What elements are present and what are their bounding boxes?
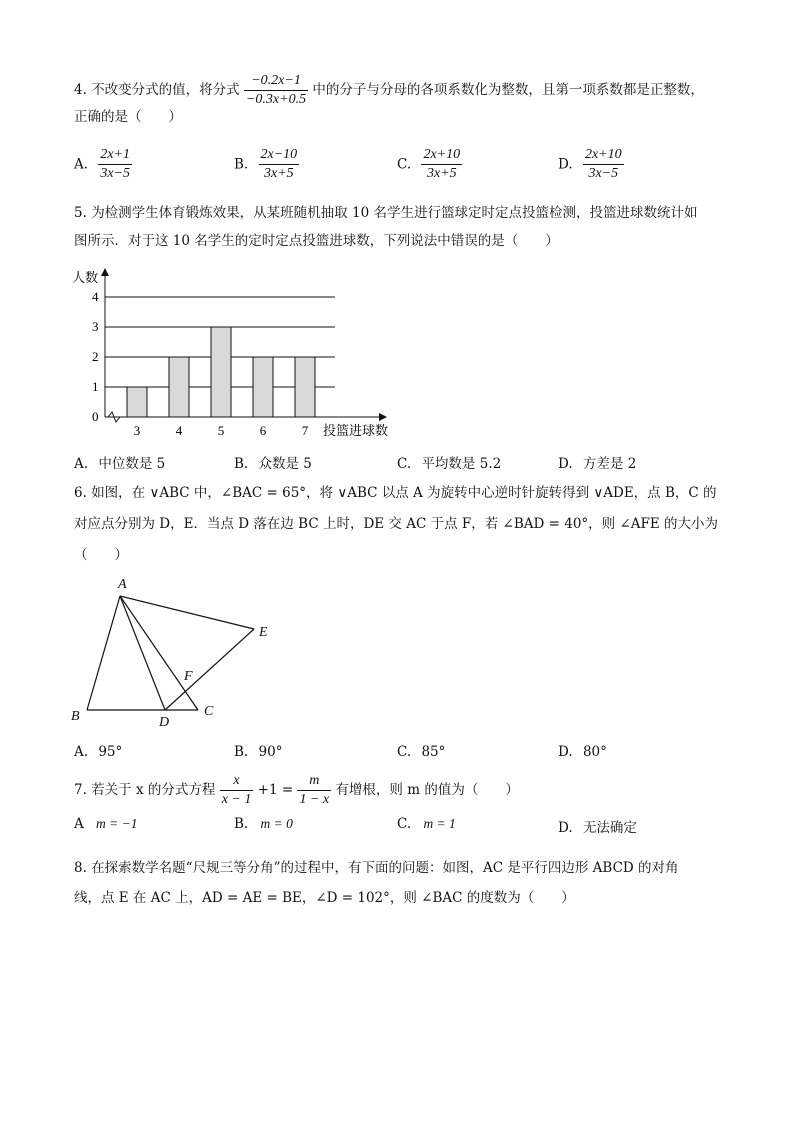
q4-option-a-frac [98,146,132,183]
q4-option-b-den: 3x+5 [264,166,294,181]
q5-x-label: 投篮进球数 [323,423,389,438]
q5-option-a-text: 中位数是 5 [98,456,166,472]
q4-option-b[interactable] [234,146,299,183]
q5-bar-4 [169,357,189,417]
q7-fraction-1 [220,772,254,809]
q6-number: 6. [74,485,87,501]
q7-option-d-label: D. [558,820,573,836]
q6-label-a: A [118,577,127,592]
q5-line2: 图所示．对于这 10 名学生的定时定点投篮进球数，下列说法中错误的是（ ） [74,233,559,249]
q5-bar-6 [253,357,273,417]
q6-option-c-label: C. [397,744,412,760]
q6-option-d-label: D. [558,744,573,760]
q4-line2: 正确的是（ ） [74,109,182,125]
q6-option-b-label: B. [234,744,249,760]
q5-line1 [74,202,697,224]
q5-option-b[interactable] [234,452,312,472]
q7-fraction-2 [297,772,331,809]
q5-number: 5. [74,205,87,221]
q6-segment-ab [87,596,120,710]
q7-option-b[interactable] [234,816,293,832]
q4-option-d[interactable] [558,146,624,183]
q6-label-d: D [159,715,170,730]
q5-xtick-4: 4 [175,423,183,438]
q5-ytick-2: 2 [92,349,99,364]
q6-option-a-label: A. [74,744,89,760]
q8-line1-text: 在探索数学名题“尺规三等分角”的过程中，有下面的问题：如图，AC 是平行四边形 ABCD 的对角 [91,860,679,876]
q7-fraction-1-den: x − 1 [221,792,252,807]
q6-option-c-text: 85° [421,744,446,760]
q5-bar-chart [70,262,410,442]
q4-text-pre: 不改变分式的值，将分式 [91,82,240,98]
q4-option-d-den: 3x−5 [588,166,619,181]
q6-line1-text: 如图，在 ∨ABC 中，∠BAC = 65°，将 ∨ABC 以点 A 为旋转中心逆时针旋转得到 ∨ADE，点 B，C 的 [91,485,717,501]
q6-segment-ad [120,596,165,710]
q6-option-d[interactable] [558,744,607,760]
q6-triangle-figure [66,570,286,730]
q5-xtick-7: 7 [301,423,309,438]
q4-option-a[interactable] [74,146,132,183]
q4-fraction-num: −0.2x−1 [244,72,308,91]
q6-segment-de [165,629,254,710]
q5-option-d[interactable] [558,452,636,472]
q5-ytick-1: 1 [92,379,99,394]
q5-option-a-label: A. [74,456,89,472]
q5-bar-5 [211,327,231,417]
q6-option-d-text: 80° [582,744,607,760]
q7-fraction-2-den: 1 − x [299,792,330,807]
q5-option-b-label: B. [234,456,249,472]
q5-option-a[interactable] [74,452,165,472]
q6-label-b: B [71,709,80,724]
q8-line2: 线，点 E 在 AC 上，AD = AE = BE，∠D = 102°，则 ∠BAC 的度数为（ ） [74,890,575,906]
q4-option-c-den: 3x+5 [426,166,457,181]
q4-option-c-label: C. [397,156,412,173]
q5-xtick-3: 3 [133,423,141,438]
q8-number: 8. [74,860,87,876]
q4-option-a-den: 3x−5 [100,166,131,181]
q5-xtick-5: 5 [217,423,225,438]
q5-y-label: 人数 [72,270,99,285]
q7-number: 7. [74,782,87,798]
q7-text-post: 有增根，则 m 的值为（ ） [335,782,519,798]
q4-number: 4. [74,82,87,98]
q6-label-e: E [259,625,268,640]
q5-option-c[interactable] [397,452,501,472]
q4-option-c[interactable] [397,146,462,183]
q8-line1 [74,857,679,879]
q7-option-d[interactable] [558,816,637,836]
q5-ytick-4: 4 [92,289,99,304]
q7-stem [74,772,519,809]
q7-mid: +1 = [257,782,294,798]
q5-option-b-text: 众数是 5 [258,456,312,472]
q7-option-c-text: m = 1 [423,816,456,831]
q7-fraction-2-num: m [297,772,331,791]
q5-bar-3 [127,387,147,417]
q7-option-a-text: m = −1 [96,816,138,831]
q7-text-pre: 若关于 x 的分式方程 [91,782,216,798]
q6-segment-ac [120,596,198,710]
q7-option-c-label: C. [397,816,412,832]
q6-label-c: C [204,704,214,719]
q4-option-d-frac [583,146,624,183]
q4-text-post: 中的分子与分母的各项系数化为整数，且第一项系数都是正整数， [312,82,704,98]
q4-fraction-den: −0.3x+0.5 [245,92,307,107]
q7-option-c[interactable] [397,816,456,832]
q7-fraction-1-num: x [220,772,254,791]
q7-option-b-text: m = 0 [260,816,293,831]
q5-ytick-3: 3 [92,319,99,334]
q4-option-a-label: A. [74,156,89,173]
q5-option-c-label: C. [397,456,412,472]
q4-option-d-num: 2x+10 [583,146,624,165]
q6-option-a-text: 95° [98,744,123,760]
q4-option-d-label: D. [558,156,573,173]
q4-stem [74,72,704,109]
q6-line3: （ ） [74,547,128,563]
q7-option-d-text: 无法确定 [582,820,637,836]
q4-option-b-num: 2x−10 [259,146,300,165]
q6-option-c[interactable] [397,744,445,760]
q5-option-d-label: D. [558,456,573,472]
q5-line1-text: 为检测学生体育锻炼效果，从某班随机抽取 10 名学生进行篮球定时定点投篮检测，投篮进球数统计如 [91,205,698,221]
q6-line1 [74,482,717,504]
q6-option-a[interactable] [74,744,122,760]
q5-option-d-text: 方差是 2 [582,456,637,472]
q4-option-a-num: 2x+1 [98,146,132,165]
q5-xtick-6: 6 [259,423,267,438]
q4-option-b-frac [259,146,300,183]
q7-option-a[interactable] [74,816,138,832]
q5-bar-7 [295,357,315,417]
q5-ytick-0: 0 [92,409,99,424]
q5-option-c-text: 平均数是 5.2 [421,456,502,472]
q6-label-f: F [184,669,193,684]
q7-option-a-label: A [74,816,84,832]
q4-option-c-num: 2x+10 [421,146,462,165]
q4-fraction [244,72,308,109]
q6-option-b-text: 90° [258,744,283,760]
q6-option-b[interactable] [234,744,282,760]
q6-line2: 对应点分别为 D，E．当点 D 落在边 BC 上时，DE 交 AC 于点 F，若 ∠BAD = 40°，则 ∠AFE 的大小为 [74,516,719,532]
q4-option-c-frac [421,146,462,183]
q7-option-b-label: B. [234,816,249,832]
q4-option-b-label: B. [234,156,249,173]
q6-segment-ae [120,596,254,629]
